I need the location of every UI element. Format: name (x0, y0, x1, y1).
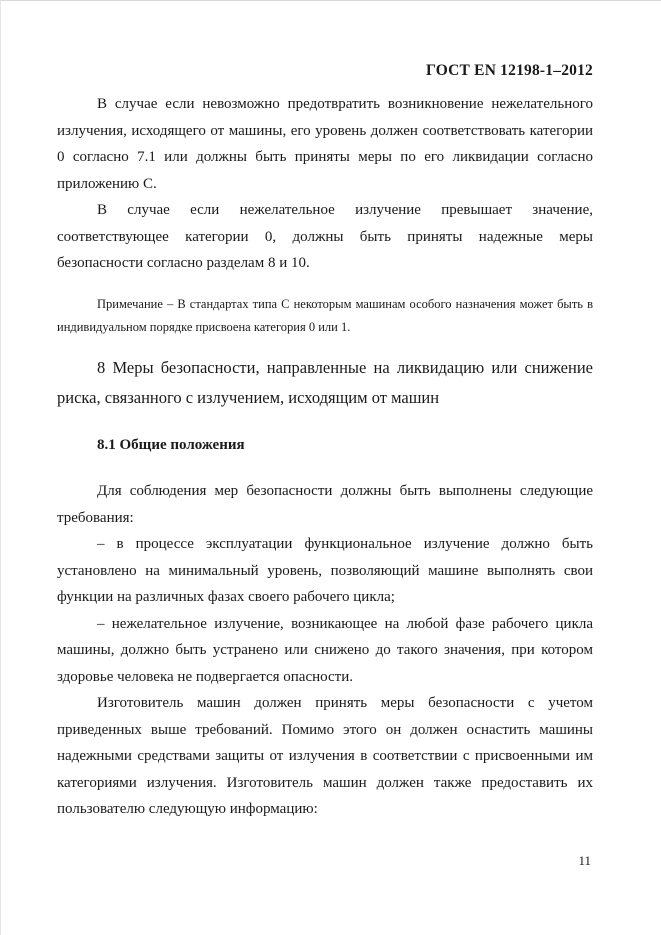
section-heading (57, 353, 593, 413)
list-item: – в процессе эксплуатации функциональное излучение должно быть установлено на минимальный уровень, позволяющий машине выполнять свои функции на различных фазах своего рабочего цикла; (57, 536, 593, 605)
note-block (57, 293, 593, 339)
paragraph: Для соблюдения мер безопасности должны быть выполнены следующие требования: (57, 483, 593, 526)
paragraph: В случае если невозможно предотвратить возникновение нежелательного излучения, исходящего от машины, его уровень должен соответствовать категории 0 согласно 7.1 или должны быть приняты меры по его ликвидации согласно приложению С. (57, 96, 593, 192)
paragraph: Изготовитель машин должен принять меры безопасности с учетом приведенных выше требований. Помимо этого он должен оснастить машины надежными средствами защиты от излучения в соответствии с присвоенными им категориями излучения. Изготовитель машин должен также предоставить их пользователю следующую информацию: (57, 695, 593, 817)
body-paragraphs (57, 478, 593, 823)
subsection-heading: 8.1 Общие положения (97, 437, 245, 453)
page-number: 11 (578, 853, 591, 868)
list-item: – нежелательное излучение, возникающее на любой фазе рабочего цикла машины, должно быть устранено или снижено до такого значения, при котором здоровье человека не подвергается опасности. (57, 615, 593, 685)
section-title: 8 Меры безопасности, направленные на ликвидацию или снижение риска, связанного с излучением, исходящим от машин (57, 358, 593, 407)
paragraph: В случае если нежелательное излучение превышает значение, соответствующее категории 0, должны быть приняты надежные меры безопасности согласно разделам 8 и 10. (57, 202, 593, 271)
note-text: Примечание – В стандартах типа С некоторым машинам особого назначения может быть в индивидуальном порядке присвоена категория 0 или 1. (57, 297, 593, 334)
document-header: ГОСТ EN 12198-1–2012 (426, 62, 593, 79)
intro-paragraphs (57, 91, 593, 277)
